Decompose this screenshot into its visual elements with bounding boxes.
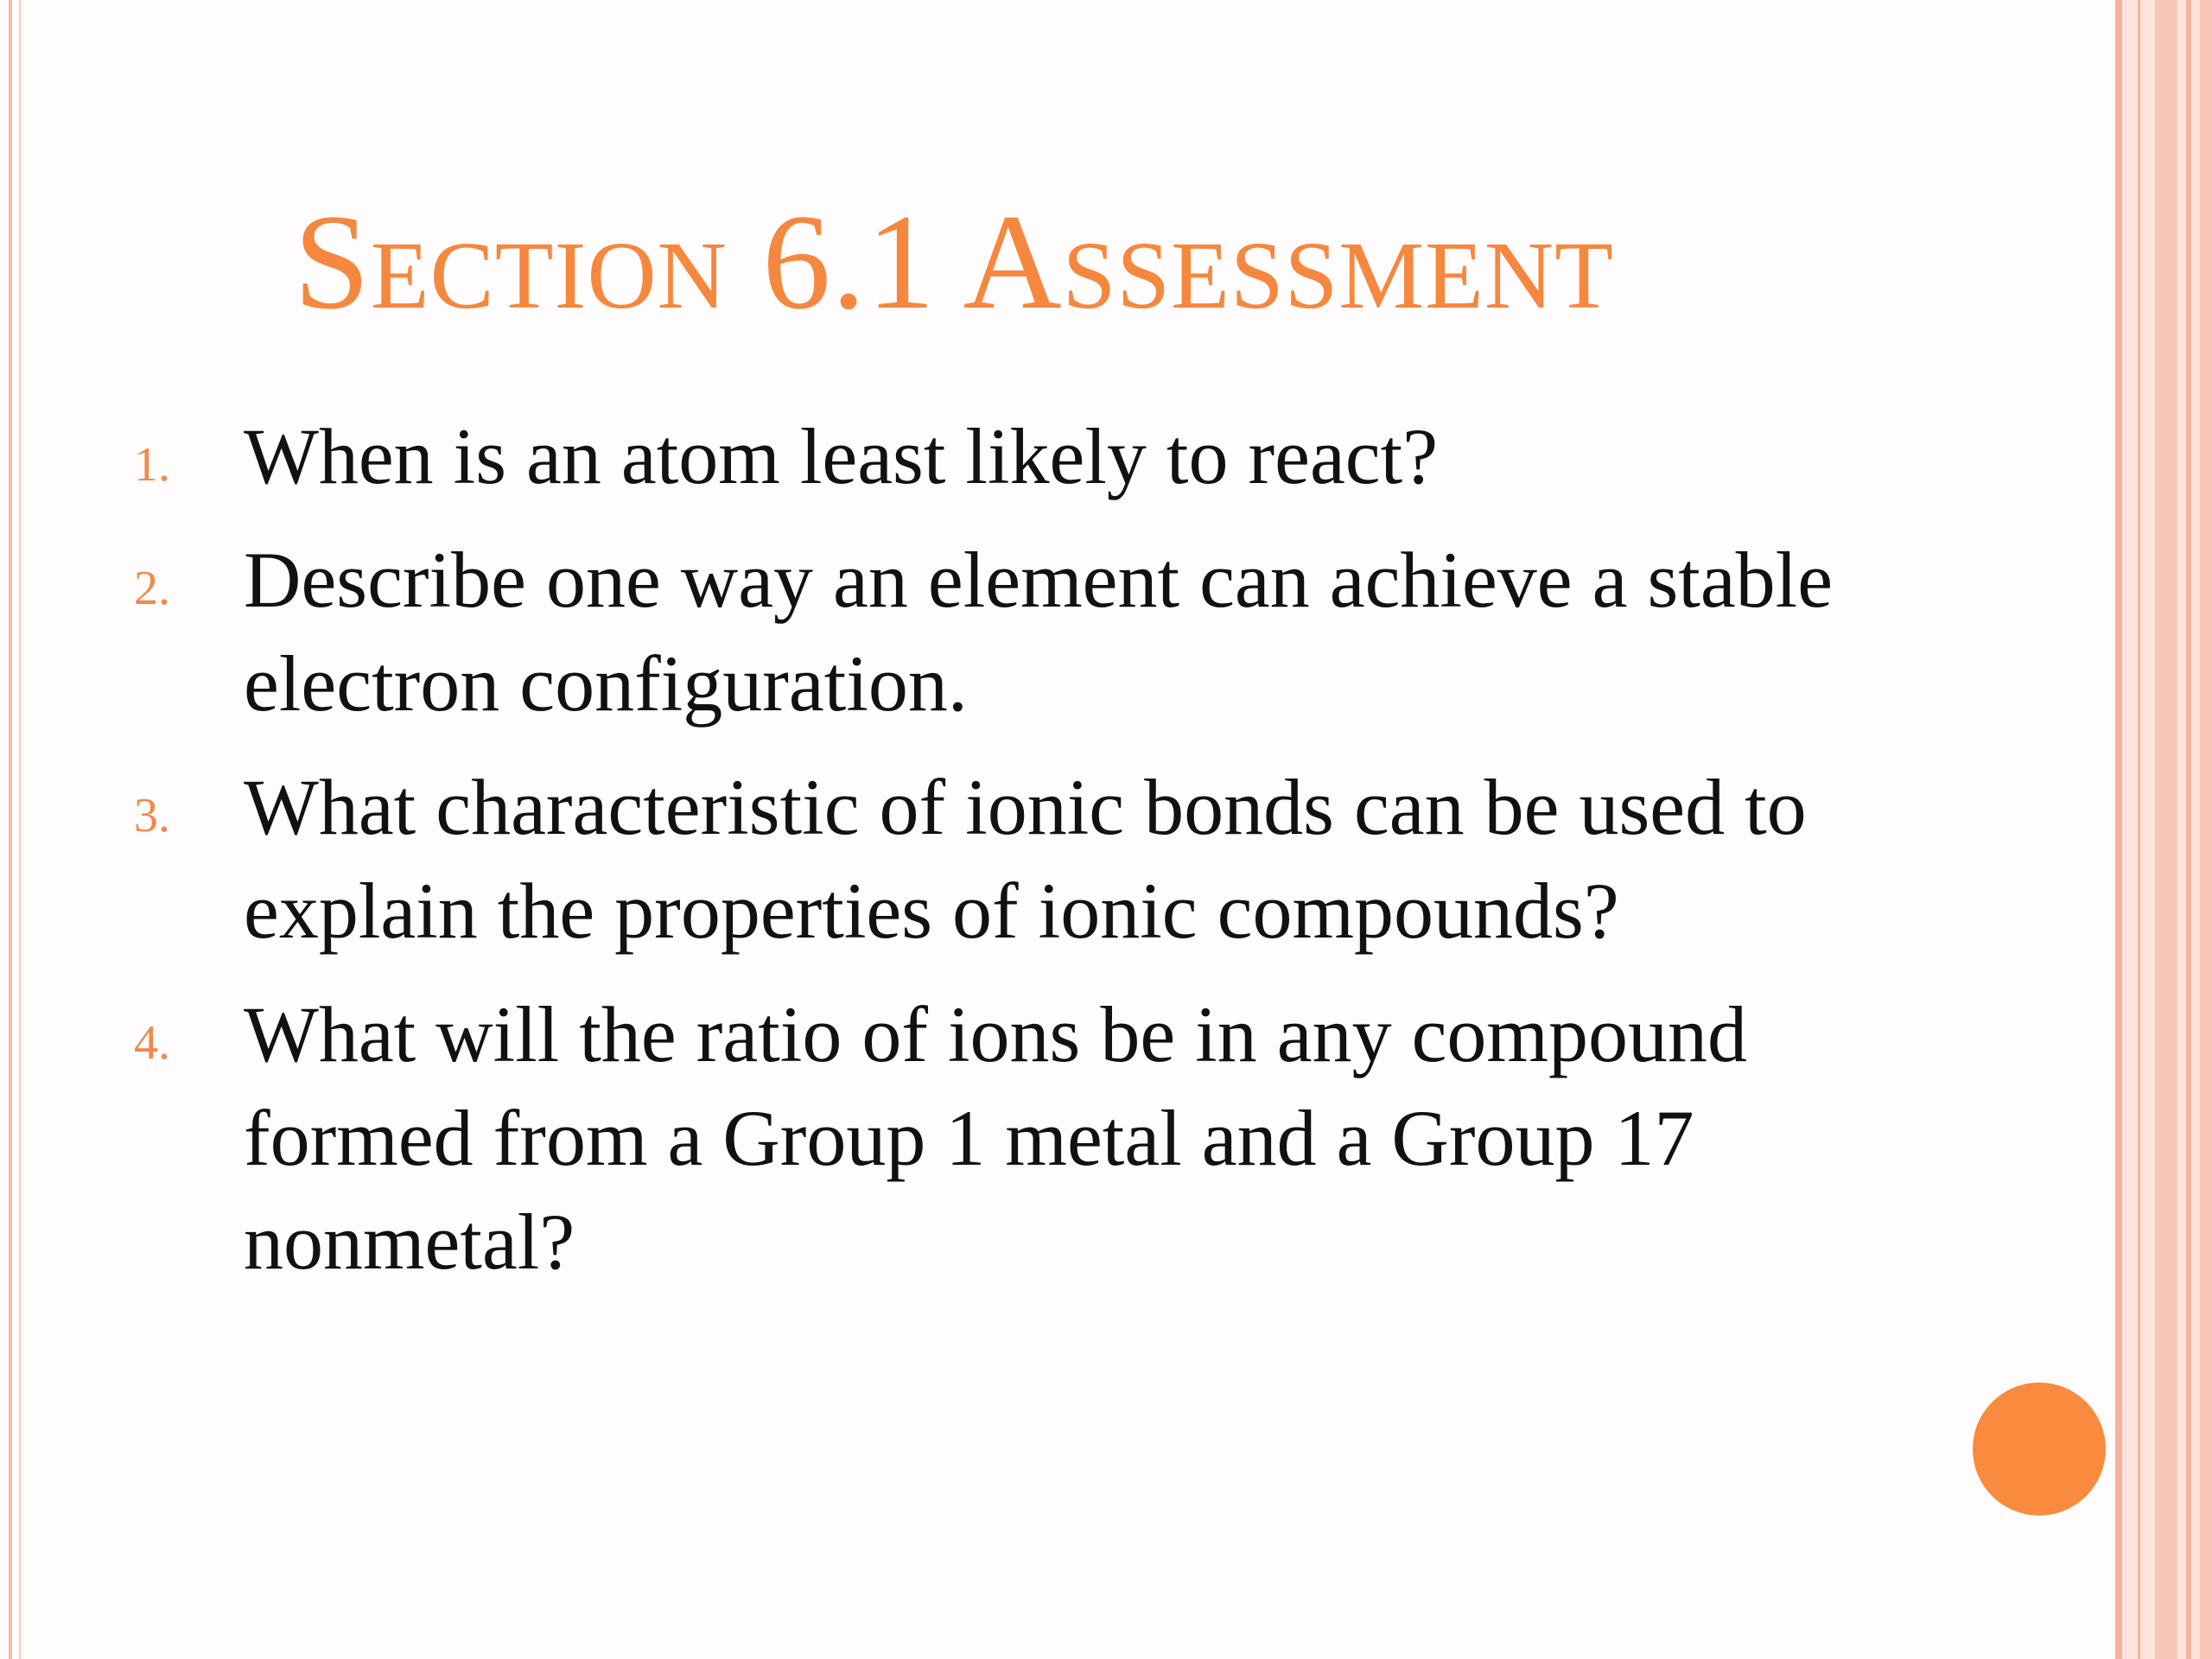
question-text: What will the ratio of ions be in any compound formed from a Group 1 metal and a Group 17 nonmetal? [244, 990, 1747, 1286]
question-list [0, 404, 1944, 1313]
right-border-stripe [2200, 0, 2212, 1659]
question-number: 4. [134, 1016, 170, 1070]
question-item [0, 404, 1944, 508]
slide-title: Section 6.1 Assessment [294, 187, 1614, 338]
question-text: When is an atom least likely to react? [244, 412, 1439, 500]
decorative-circle-icon [1973, 1382, 2106, 1516]
question-text: What characteristic of ionic bonds can be used to explain the properties of ionic compounds? [244, 763, 1807, 955]
question-item [0, 982, 1944, 1294]
question-item [0, 755, 1944, 963]
right-border-stripe [2186, 0, 2191, 1659]
question-text: Describe one way an element can achieve a stable electron configuration. [244, 536, 1834, 728]
question-number: 1. [134, 438, 170, 492]
question-number: 3. [134, 789, 170, 842]
question-item [0, 528, 1944, 735]
question-number: 2. [134, 562, 170, 615]
right-border-stripe [2155, 0, 2177, 1659]
right-border-stripe [2138, 0, 2140, 1659]
right-border-stripe [2115, 0, 2122, 1659]
